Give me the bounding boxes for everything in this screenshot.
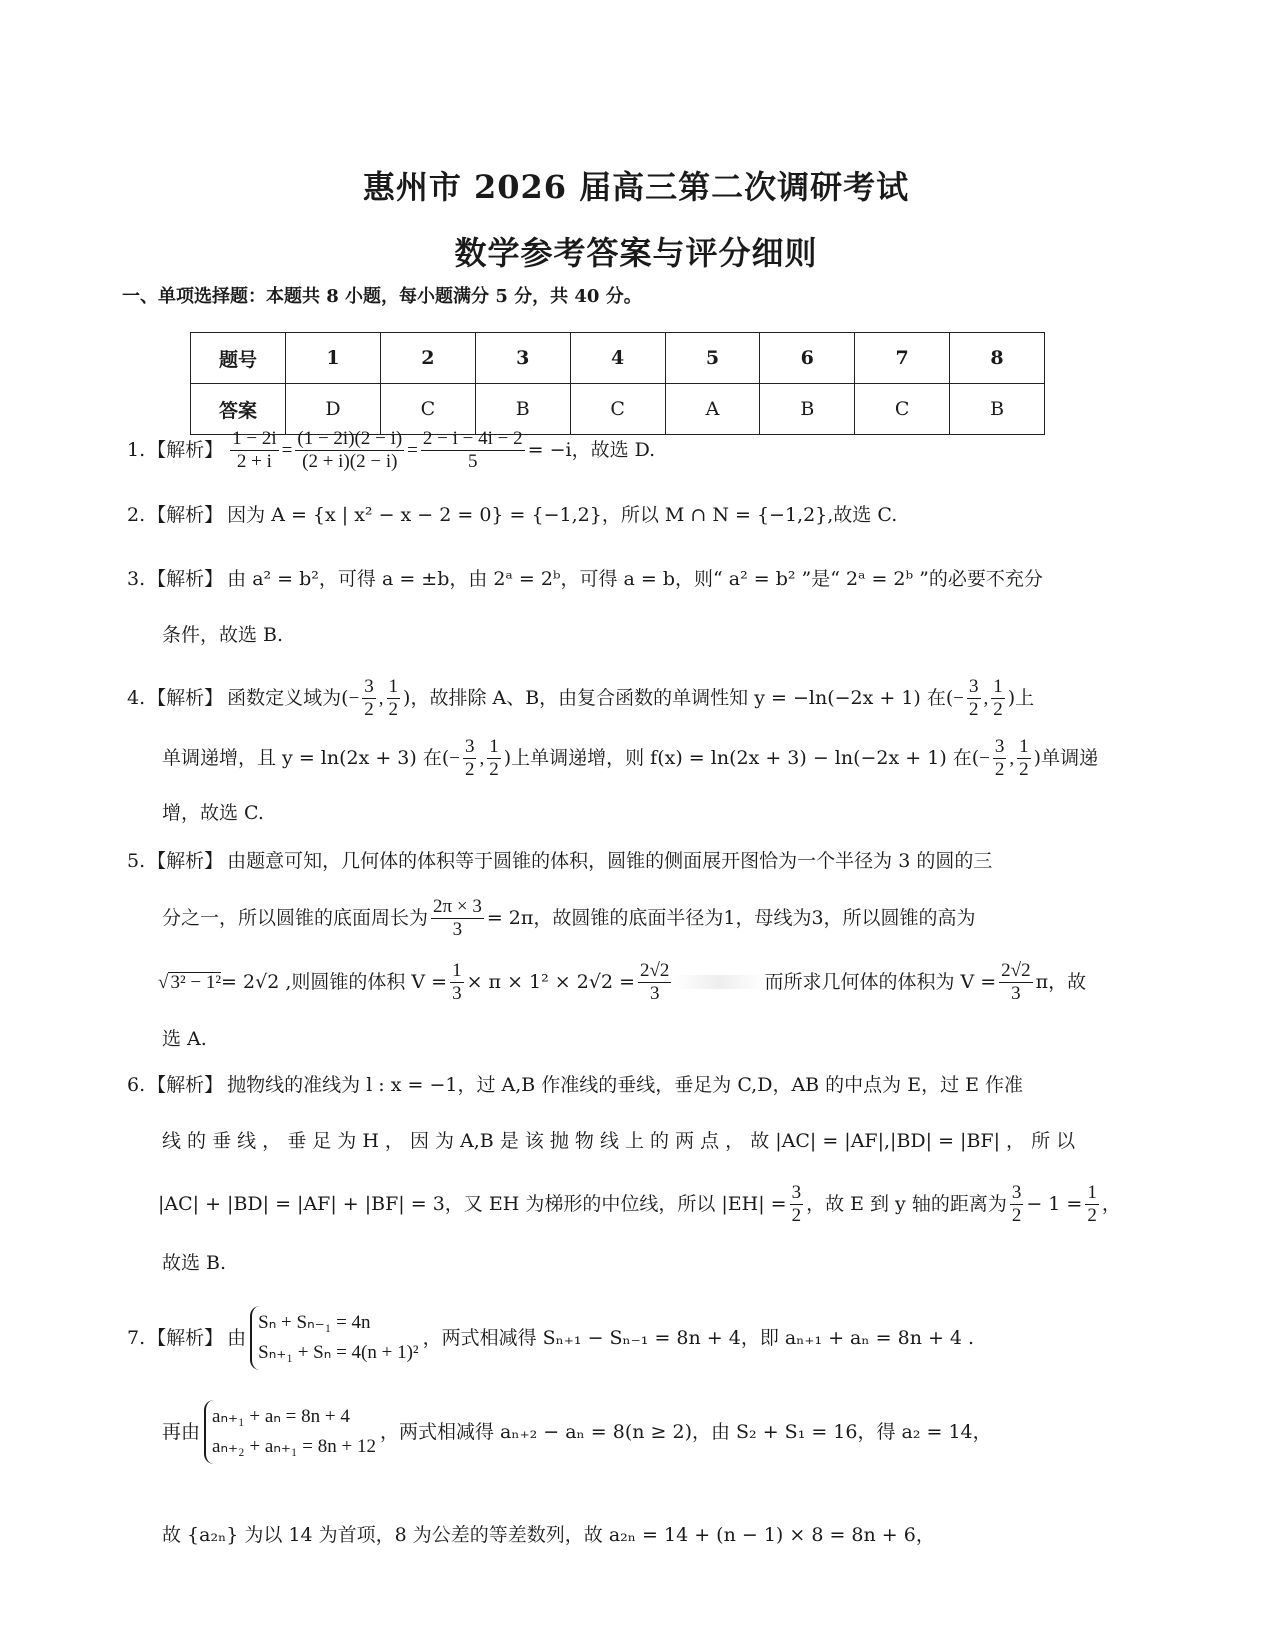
solution-text: 选 A. — [162, 1028, 207, 1050]
answer-cell: B — [950, 384, 1045, 435]
answer-table-answer-row — [191, 384, 1045, 435]
question-number: 7. — [127, 1326, 146, 1349]
denominator: 2 — [489, 758, 499, 780]
sqrt-icon: √ — [158, 971, 169, 993]
solution-6 — [127, 1076, 1023, 1095]
denominator: 2 — [791, 1204, 802, 1226]
question-number: 1. — [127, 438, 146, 461]
denominator: 2 — [1019, 758, 1029, 780]
answer-cell: B — [475, 384, 570, 435]
comma: , — [479, 747, 485, 769]
solution-3-continued — [162, 626, 283, 645]
solution-text: 抛物线的准线为 l : x = −1，过 A,B 作准线的垂线，垂足为 C,D，AB 的中点为 E，过 E 作准 — [227, 1074, 1024, 1096]
fraction — [1085, 1182, 1099, 1227]
denominator: 3 — [452, 982, 462, 1004]
fraction — [967, 676, 981, 721]
solution-text: π，故 — [1035, 970, 1087, 993]
numerator: 1 — [388, 676, 399, 697]
analysis-tag: 【解析】 — [147, 504, 224, 526]
numerator: 1 — [1087, 1182, 1097, 1203]
question-number: 4. — [127, 686, 146, 709]
solution-7-continued — [162, 1400, 992, 1464]
solution-text: 函数定义域为( — [227, 686, 349, 709]
denominator: 3 — [452, 918, 463, 940]
answer-cell: C — [570, 384, 665, 435]
minus-sign: − — [348, 687, 360, 709]
fraction — [1017, 736, 1031, 781]
fraction — [463, 736, 477, 781]
solution-text: )单调递 — [1033, 746, 1099, 769]
answer-cell: C — [855, 384, 950, 435]
fraction — [991, 676, 1005, 721]
question-number: 3. — [127, 568, 146, 590]
fraction — [450, 960, 464, 1005]
fraction — [487, 736, 501, 781]
smudge-mark — [674, 975, 764, 989]
fraction — [993, 736, 1007, 781]
solution-text: 线 的 垂 线 ， 垂 足 为 H ， 因 为 A,B 是 该 抛 物 线 上 的 两 点 ， 故 |AC| = |AF|,|BD| = |BF| ， 所 以 — [162, 1130, 1076, 1152]
fraction — [999, 960, 1032, 1005]
denominator: 3 — [649, 982, 660, 1004]
analysis-tag: 【解析】 — [147, 686, 224, 709]
question-cell: 4 — [570, 333, 665, 384]
numerator: 1 — [452, 960, 462, 981]
fraction — [295, 428, 404, 473]
minus-sign: − — [953, 687, 964, 709]
numerator: 2√2 — [1001, 960, 1031, 981]
analysis-tag: 【解析】 — [147, 1326, 224, 1349]
question-cell: 1 — [286, 333, 381, 384]
document-title: 惠州市 2026 届高三第二次调研考试 — [362, 168, 910, 206]
analysis-tag: 【解析】 — [147, 850, 224, 872]
solution-text: − 1 = — [1026, 1192, 1083, 1215]
solution-4-end — [162, 804, 264, 823]
answer-cell: D — [286, 384, 381, 435]
denominator: 2 — [1087, 1204, 1097, 1226]
solution-text: |AC| + |BD| = |AF| + |BF| = 3，又 EH 为梯形的中位线，所以 |EH| = — [158, 1192, 787, 1215]
solution-text: )上单调递增，则 f(x) = ln(2x + 3) − ln(−2x + 1) 在( — [503, 746, 980, 769]
denominator: 5 — [468, 450, 478, 472]
comma: , — [1009, 747, 1015, 769]
question-number: 6. — [127, 1074, 146, 1096]
denominator: 2 — [969, 698, 979, 720]
question-header-cell: 题号 — [191, 333, 286, 384]
answer-header-cell: 答案 — [191, 384, 286, 435]
denominator: 3 — [1011, 982, 1021, 1004]
solution-6-line3 — [158, 1182, 1121, 1227]
answer-cell: C — [380, 384, 475, 435]
solution-text: 单调递增，且 y = ln(2x + 3) 在( — [162, 746, 450, 769]
solution-text: 分之一，所以圆锥的底面周长为 — [162, 906, 429, 929]
solution-text: 因为 A = {x | x² − x − 2 = 0} = {−1,2}，所以 M ∩ N = {−1,2},故选 C. — [227, 504, 898, 526]
solution-1: 1. 【解析】 $\frac{1 - 2i}{2 + i}$ = $\frac{(1 - 2i)(2 - i)}{(2 + i)(2 - i)}$ = $\frac{2 - i - 4i - 2}{5}$ = −i，故选 D. — [127, 428, 656, 472]
solution-text: = 2π，故圆锥的底面半径为1，母线为3，所以圆锥的高为 — [486, 906, 976, 929]
solution-text: = −i，故选 D. — [527, 438, 656, 461]
solution-text: ， — [1101, 1192, 1121, 1215]
question-cell: 7 — [855, 333, 950, 384]
answer-table-question-row — [191, 333, 1045, 384]
denominator: 2 — [388, 698, 399, 720]
fraction — [638, 960, 671, 1005]
solution-4 — [127, 676, 1034, 721]
question-cell: 3 — [475, 333, 570, 384]
numerator: 3 — [464, 736, 475, 757]
numerator: (1 − 2i)(2 − i) — [297, 428, 403, 449]
numerator: 2π × 3 — [433, 896, 482, 917]
numerator: 3 — [791, 1182, 802, 1203]
denominator: 2 — [464, 758, 475, 780]
solution-text: )上 — [1007, 686, 1035, 709]
analysis-tag: 【解析】 — [147, 438, 224, 461]
denominator: 2 + i — [236, 450, 272, 472]
equation-row: Sₙ + Sₙ₋₁ = 4n — [258, 1312, 371, 1333]
solution-6-continued — [162, 1132, 1075, 1151]
solution-text: 由 a² = b²，可得 a = ±b，由 2ᵃ = 2ᵇ，可得 a = b，则“ a² = b² ”是“ 2ᵃ = 2ᵇ ”的必要不充分 — [227, 568, 1043, 590]
solution-4-continued — [162, 736, 1098, 781]
denominator: 2 — [1011, 1204, 1022, 1226]
numerator: 2 − i − 4i − 2 — [422, 428, 523, 449]
answer-cell: A — [665, 384, 760, 435]
section-heading-single-choice: 一、单项选择题：本题共 8 小题，每小题满分 5 分，共 40 分。 — [122, 286, 642, 307]
fraction — [362, 676, 376, 721]
numerator: 1 — [1019, 736, 1029, 757]
numerator: 3 — [994, 736, 1005, 757]
denominator: 2 — [994, 758, 1005, 780]
fraction — [230, 428, 279, 473]
equation-system — [250, 1306, 418, 1370]
equation-row: aₙ₊₂ + aₙ₊₁ = 8n + 12 — [212, 1436, 376, 1457]
denominator: 2 — [993, 698, 1003, 720]
solution-5-line3 — [158, 960, 1086, 1005]
equation-row: aₙ₊₁ + aₙ = 8n + 4 — [212, 1406, 350, 1427]
question-cell: 8 — [950, 333, 1045, 384]
minus-sign: − — [979, 747, 990, 769]
solution-text: )，故排除 A、B，由复合函数的单调性知 y = −ln(−2x + 1) 在( — [403, 686, 954, 709]
numerator: 2√2 — [640, 960, 670, 981]
solution-text: ，故 E 到 y 轴的距离为 — [806, 1192, 1007, 1215]
minus-sign: − — [449, 747, 460, 769]
solution-text: ，两式相减得 Sₙ₊₁ − Sₙ₋₁ = 8n + 4，即 aₙ₊₁ + aₙ = 8n + 4 . — [422, 1326, 975, 1349]
fraction — [431, 896, 484, 941]
question-cell: 5 — [665, 333, 760, 384]
document-subtitle: 数学参考答案与评分细则 — [454, 234, 818, 272]
answer-table — [190, 332, 1045, 435]
sqrt-radicand: 3² − 1² — [170, 972, 222, 994]
solution-text: 故 {a₂ₙ} 为以 14 为首项，8 为公差的等差数列，故 a₂ₙ = 14 + (n − 1) × 8 = 8n + 6， — [162, 1524, 935, 1546]
analysis-tag: 【解析】 — [147, 568, 224, 590]
equation-system — [204, 1400, 376, 1464]
solution-5 — [127, 852, 992, 871]
solution-text: ，两式相减得 aₙ₊₂ − aₙ = 8(n ≥ 2)，由 S₂ + S₁ = 16，得 a₂ = 14， — [379, 1420, 992, 1443]
comma: , — [378, 687, 384, 709]
numerator: 1 − 2i — [232, 428, 277, 449]
numerator: 1 — [993, 676, 1003, 697]
numerator: 1 — [489, 736, 499, 757]
solution-5-end — [162, 1030, 207, 1049]
question-cell: 2 — [380, 333, 475, 384]
answer-cell: B — [760, 384, 855, 435]
solution-6-end — [162, 1254, 226, 1273]
denominator: (2 + i)(2 − i) — [302, 450, 398, 472]
solution-text: 再由 — [162, 1420, 201, 1443]
fraction — [387, 676, 401, 721]
fraction — [421, 428, 525, 473]
solution-2 — [127, 506, 897, 525]
numerator: 3 — [1011, 1182, 1022, 1203]
solution-text: × π × 1² × 2√2 = — [466, 970, 635, 993]
equation-row: Sₙ₊₁ + Sₙ = 4(n + 1)² — [258, 1342, 419, 1363]
solution-text: 故选 B. — [162, 1252, 227, 1274]
solution-text: = 2√2 ,则圆锥的体积 V = — [221, 970, 448, 993]
analysis-tag: 【解析】 — [147, 1074, 224, 1096]
fraction — [1010, 1182, 1024, 1227]
solution-text: 条件，故选 B. — [162, 624, 284, 646]
solution-text: 增，故选 C. — [162, 802, 264, 824]
solution-7-line3 — [162, 1526, 935, 1545]
solution-7 — [127, 1306, 974, 1370]
question-number: 2. — [127, 504, 146, 526]
question-number: 5. — [127, 850, 146, 872]
numerator: 3 — [969, 676, 979, 697]
solution-3 — [127, 570, 1043, 589]
denominator: 2 — [364, 698, 374, 720]
question-cell: 6 — [760, 333, 855, 384]
solution-text: 而所求几何体的体积为 V = — [764, 970, 997, 993]
solution-5-continued — [162, 896, 976, 941]
solution-text: 由 — [227, 1326, 247, 1349]
numerator: 3 — [364, 676, 374, 697]
comma: , — [983, 687, 989, 709]
solution-text: 由题意可知，几何体的体积等于圆锥的体积，圆锥的侧面展开图恰为一个半径为 3 的圆的三 — [227, 850, 993, 872]
fraction — [790, 1182, 804, 1227]
